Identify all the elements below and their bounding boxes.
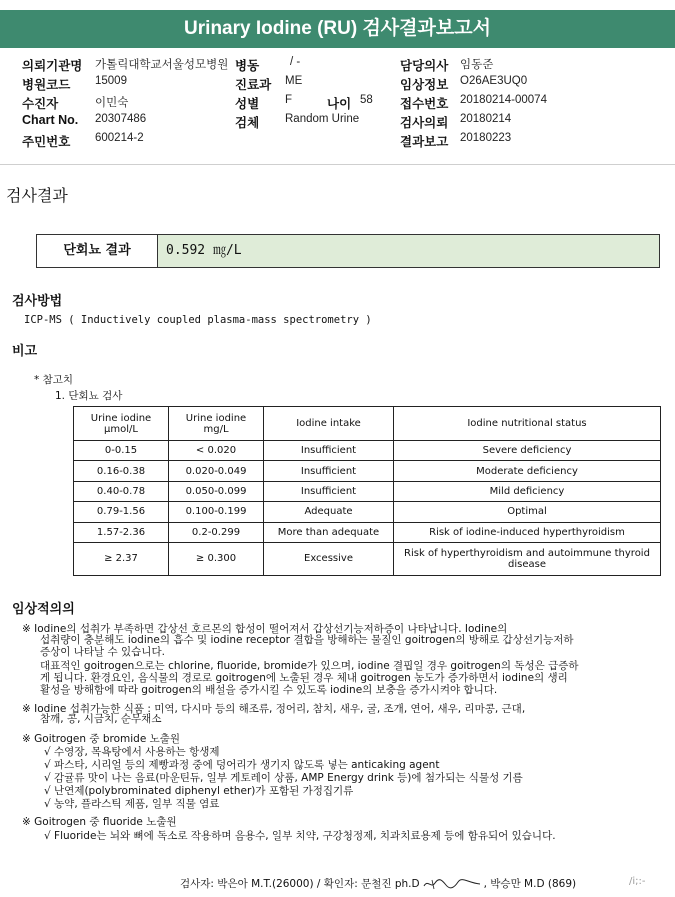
stamp-mark: /i;:- xyxy=(629,876,646,887)
report-title: Urinary Iodine (RU) 검사결과보고서 xyxy=(0,10,675,48)
info-label: Chart No. xyxy=(22,113,79,127)
table-cell: Adequate xyxy=(264,502,394,522)
table-cell: ≥ 2.37 xyxy=(74,542,169,575)
table-row xyxy=(74,441,661,461)
info-value: / - xyxy=(290,56,301,68)
table-cell: Risk of iodine-induced hyperthyroidism xyxy=(394,522,661,542)
clinical-text: ※ Iodine 섭취가능한 식품 : 미역, 다시마 등의 해조류, 정어리, 참치, 새우, 굴, 조개, 연어, 새우, 리마콩, 근대, xyxy=(22,703,526,715)
divider xyxy=(0,164,675,165)
info-label: 성별 xyxy=(235,97,260,111)
clinical-text: 참깨, 콩, 시금치, 순무채소 xyxy=(40,713,162,725)
info-value: ME xyxy=(285,75,303,87)
clinical-text: 게 됩니다. 환경요인, 음식물의 경로로 goitrogen에 노출된 경우 체내 goitrogen 농도가 증가하면서 iodine의 생리 xyxy=(40,672,568,684)
info-row xyxy=(22,94,662,113)
info-label: 병원코드 xyxy=(22,78,71,92)
table-cell: 0.050-0.099 xyxy=(169,481,264,501)
table-cell: 1.57-2.36 xyxy=(74,522,169,542)
ref-title: * 참고치 xyxy=(34,374,74,386)
table-cell: Insufficient xyxy=(264,441,394,461)
method-text: ICP-MS ( Inductively coupled plasma-mass spectrometry ) xyxy=(24,314,372,326)
table-cell: 0.2-0.299 xyxy=(169,522,264,542)
table-header: Iodine intake xyxy=(264,407,394,441)
table-header-row xyxy=(74,407,661,441)
list-item: √ 파스타, 시리얼 등의 제빵과정 중에 덩어리가 생기지 않도록 넣는 anticaking agent xyxy=(44,759,440,771)
table-header: Iodine nutritional status xyxy=(394,407,661,441)
clinical-text: 섭취량이 충분해도 iodine의 흡수 및 iodine receptor 결합을 방해하는 물질인 goitrogen의 방해로 갑상선기능저하 xyxy=(40,634,574,646)
table-cell: Excessive xyxy=(264,542,394,575)
table-cell: 0.16-0.38 xyxy=(74,461,169,481)
clinical-text: ※ Goitrogen 중 bromide 노출원 xyxy=(22,733,181,745)
info-value: 15009 xyxy=(95,75,127,87)
table-row xyxy=(74,481,661,501)
ref-subtitle: 1. 단회뇨 검사 xyxy=(55,390,123,402)
info-label: 진료과 xyxy=(235,78,272,92)
clinical-text: 증상이 나타날 수 있습니다. xyxy=(40,646,165,658)
list-item: √ 농약, 플라스틱 제품, 일부 직물 염료 xyxy=(44,798,220,810)
table-cell: Severe deficiency xyxy=(394,441,661,461)
table-row xyxy=(74,502,661,522)
info-value: 20180214 xyxy=(460,113,512,125)
info-value: 58 xyxy=(360,94,373,106)
info-value: 20180214-00074 xyxy=(460,94,547,106)
info-value: 20307486 xyxy=(95,113,147,125)
table-cell: Moderate deficiency xyxy=(394,461,661,481)
signature-text: 검사자: 박은아 M.T.(26000) / 확인자: 문철진 ph.D xyxy=(180,878,420,890)
info-label: 의뢰기관명 xyxy=(22,59,83,73)
table-row xyxy=(74,461,661,481)
table-cell: Risk of hyperthyroidism and autoimmune thyroid disease xyxy=(394,542,661,575)
info-label: 임상정보 xyxy=(400,78,449,92)
table-cell: Insufficient xyxy=(264,481,394,501)
table-cell: More than adequate xyxy=(264,522,394,542)
info-label: 검체 xyxy=(235,116,260,130)
info-value: 이민숙 xyxy=(95,97,129,109)
table-cell: 0.020-0.049 xyxy=(169,461,264,481)
info-label: 담당의사 xyxy=(400,59,449,73)
table-cell: 0-0.15 xyxy=(74,441,169,461)
result-box xyxy=(36,234,660,268)
signature-line xyxy=(180,876,576,891)
info-row xyxy=(22,56,662,75)
clinical-text: ※ Goitrogen 중 fluoride 노출원 xyxy=(22,816,177,828)
table-cell: < 0.020 xyxy=(169,441,264,461)
clinical-text: 활성을 방해함에 따라 goitrogen의 배설을 증가시킬 수 있도록 iodine의 보충을 증가시켜야 합니다. xyxy=(40,684,498,696)
table-cell: Insufficient xyxy=(264,461,394,481)
signature-text-2: , 박승만 M.D (869) xyxy=(483,878,577,890)
info-row xyxy=(22,75,662,94)
section-method-heading: 검사방법 xyxy=(12,293,63,308)
result-value: 0.592 ㎎/L xyxy=(158,235,659,267)
info-row xyxy=(22,113,662,132)
table-cell: Optimal xyxy=(394,502,661,522)
table-header: Urine iodine mg/L xyxy=(169,407,264,441)
reference-table xyxy=(73,406,661,576)
table-row xyxy=(74,522,661,542)
table-cell: 0.100-0.199 xyxy=(169,502,264,522)
info-value: F xyxy=(285,94,293,106)
info-label: 수진자 xyxy=(22,97,59,111)
info-value: 가톨릭대학교서울성모병원 xyxy=(95,59,229,71)
info-value: 임동준 xyxy=(460,59,494,71)
info-value: Random Urine xyxy=(285,113,360,125)
info-value: O26AE3UQ0 xyxy=(460,75,528,87)
clinical-text: 대표적인 goitrogen으로는 chlorine, fluoride, bromide가 있으며, iodine 결핍일 경우 goitrogen의 독성은 급증하 xyxy=(40,660,579,672)
list-item: √ 수영장, 목욕탕에서 사용하는 항생제 xyxy=(44,746,220,758)
list-item: √ 난연제(polybrominated diphenyl ether)가 포함된 가정집기류 xyxy=(44,785,354,797)
section-remark-heading: 비고 xyxy=(12,343,38,358)
clinical-text: ※ Iodine의 섭취가 부족하면 갑상선 호르몬의 합성이 떨어져서 갑상선기능저하증이 나타납니다. Iodine의 xyxy=(22,623,508,635)
section-result-heading: 검사결과 xyxy=(6,186,68,205)
info-value: 600214-2 xyxy=(95,132,144,144)
handwritten-signature-icon xyxy=(422,877,482,891)
result-label: 단회뇨 결과 xyxy=(37,235,158,267)
info-row xyxy=(22,132,662,151)
table-cell: 0.79-1.56 xyxy=(74,502,169,522)
info-label: 접수번호 xyxy=(400,97,449,111)
info-label: 나이 xyxy=(327,97,352,111)
table-header: Urine iodine μmol/L xyxy=(74,407,169,441)
info-label: 병동 xyxy=(235,59,260,73)
list-item: √ 감귤류 맛이 나는 음료(마운틴듀, 일부 게토레이 상품, AMP Energy drink 등)에 첨가되는 식물성 기름 xyxy=(44,772,523,784)
section-clinical-heading: 임상적의의 xyxy=(12,601,75,616)
list-item: √ Fluoride는 뇌와 뼈에 독소로 작용하며 음용수, 일부 치약, 구강청정제, 치과치료용제 등에 함유되어 있습니다. xyxy=(44,830,556,842)
table-cell: Mild deficiency xyxy=(394,481,661,501)
table-cell: 0.40-0.78 xyxy=(74,481,169,501)
table-cell: ≥ 0.300 xyxy=(169,542,264,575)
info-label: 검사의뢰 xyxy=(400,116,449,130)
info-value: 20180223 xyxy=(460,132,512,144)
info-label: 결과보고 xyxy=(400,135,449,149)
table-row xyxy=(74,542,661,575)
info-label: 주민번호 xyxy=(22,135,71,149)
